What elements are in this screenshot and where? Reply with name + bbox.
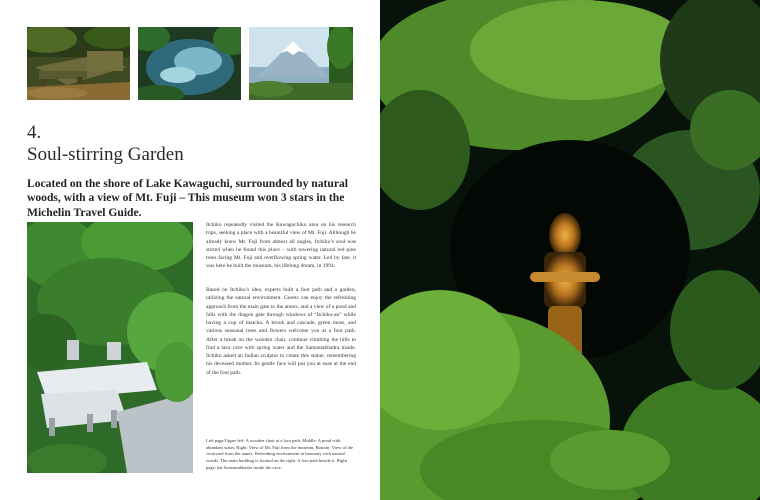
- wooden-chair-photo: [27, 27, 130, 100]
- photo-caption: Left page/Upper left: A wooden chair at a foot path, Middle: A pond with abundant water, Right: View of Mt. Fuji from the museum, Bottom: View of the courtyard from the annex. Refreshing environment in harmony with natural woods. The main building is located on the right. A foot path beside it. Right page: the Samantabhadra inside the cave.: [206, 438, 354, 470]
- right-page: [380, 0, 760, 500]
- samantabhadra-cave-photo: [380, 0, 760, 500]
- body-paragraph-2: Based on Itchiku’s idea, experts built a foot path and a garden, utilizing the natural environment. Guests can enjoy the refreshing approach from the main gate to the annex, and a view of a pond and falls with the dragon gate through windows of “Itchiku-an” while having a cup of matcha. A brook and cascade, green moss, and various seasonal trees and flowers welcome you at a foot path. After a break on the wooden chair, continue climbing the hills to find a lava cave with spring water and the Samantabhadra inside. Itchiku asked an Indian sculptor to create this statue, remembering his deceased mother. Its gentle face will put you at ease at the end of the foot path.: [206, 287, 356, 376]
- chapter-title: Soul-stirring Garden: [27, 144, 184, 165]
- chapter-number: 4.: [27, 122, 42, 143]
- courtyard-photo: [27, 222, 193, 473]
- mt-fuji-view-photo: [249, 27, 353, 100]
- body-paragraph-1: Itchiku repeatedly visited the Kawaguchiko area on his research trips, seeking a place with a beautiful view of Mt. Fuji. Although he already knew Mt. Fuji from almost all angles, Itchiku’s soul was stirred when he found this place – with towering natural red pine trees facing Mt. Fuji and overflowing spring water. Led by fate, it was here he built the museum, his lifelong dream, in 1994.: [206, 222, 356, 270]
- lead-paragraph: Located on the shore of Lake Kawaguchi, surrounded by natural woods, with a view of Mt. Fuji – This museum won 3 stars in the Michelin Travel Guide.: [27, 177, 349, 219]
- pond-photo: [138, 27, 241, 100]
